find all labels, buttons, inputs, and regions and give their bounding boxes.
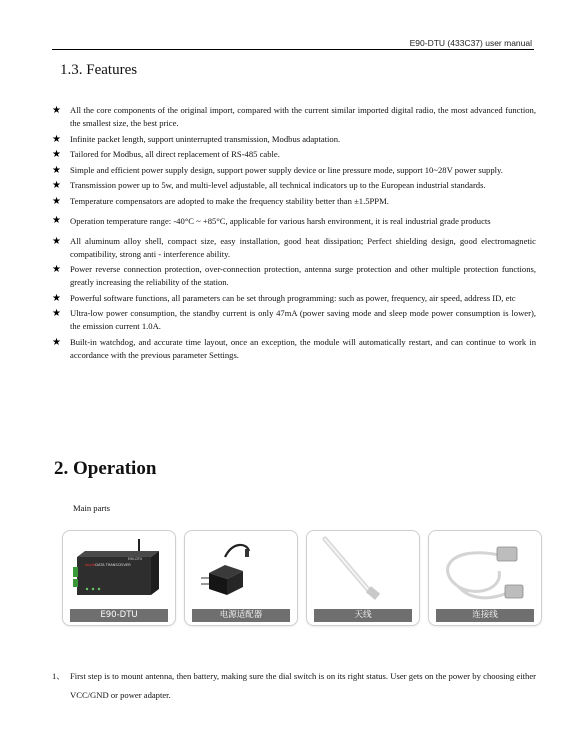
list-item: ★ Power reverse connection protection, over-connection protection, antenna surge protection and other multiple protection functions, greatly increasing the reliability of the station. [52,264,536,287]
list-item: ★ Operation temperature range: -40°C ~ +85°C, applicable for various harsh environment, it is real industrial grade products [52,210,536,232]
star-bullet-icon: ★ [52,215,61,226]
svg-text:ebyte: ebyte [84,563,96,567]
section-title: 1.3. Features [60,62,138,78]
star-bullet-icon: ★ [52,235,61,247]
star-bullet-icon: ★ [52,180,61,191]
list-item: ★ Temperature compensators are adopted to make the frequency stability better than ±1.5PPM. [52,195,389,207]
star-bullet-icon: ★ [52,336,61,348]
star-bullet-icon: ★ [52,133,61,145]
step-item [52,667,536,705]
step-text: First step is to mount antenna, then battery, making sure the dial switch is on its right status. User gets on the power by choosing either VCC/GND or power adapter. [70,671,536,700]
svg-text:DATA TRANSCEIVER: DATA TRANSCEIVER [95,563,131,567]
list-item: ★ Infinite packet length, support uninterrupted transmission, Modbus adaptation. [52,133,341,145]
antenna-icon [307,531,419,609]
list-item: ★ Tailored for Modbus, all direct replacement of RS-485 cable. [52,149,280,160]
power-adapter-icon [185,531,297,609]
part-card-cable [428,530,542,626]
star-bullet-icon: ★ [52,195,61,207]
features-list [52,104,536,364]
star-bullet-icon: ★ [52,164,61,176]
part-caption: 连接线 [436,609,534,622]
page-header: E90-DTU (433C37) user manual [409,38,532,48]
part-card-adapter [184,530,298,626]
step-number: 1、 [52,671,65,681]
part-caption: 天线 [314,609,412,622]
list-item: ★ Ultra-low power consumption, the standby current is only 47mA (power saving mode and sleep mode power consumption is lower), the emission current 1.0A. [52,308,536,331]
list-item: ★ Built-in watchdog, and accurate time layout, once an exception, the module will automatically restart, and can continue to work in accordance with the previous parameter Settings. [52,336,536,360]
part-caption: E90-DTU [70,609,168,622]
list-item: ★ All the core components of the original import, compared with the current similar imported digital radio, the most advanced function, the smallest size, the best price. [52,105,536,128]
list-item: ★ All aluminum alloy shell, compact size, easy installation, good heat dissipation; Perfect shielding design, good electromagnetic compatibility, strong anti - interference ability. [52,235,536,259]
star-bullet-icon: ★ [52,149,61,160]
header-rule [52,49,534,50]
list-item: ★ Simple and efficient power supply design, support power supply device or line pressure mode, support 10~28V power supply. [52,164,503,176]
star-bullet-icon: ★ [52,105,61,116]
dtu-device-icon [63,531,175,609]
serial-cable-icon [429,531,541,609]
part-caption: 电源适配器 [192,609,290,622]
part-card-antenna [306,530,420,626]
part-card-dtu [62,530,176,626]
star-bullet-icon: ★ [52,308,61,319]
main-parts-label: Main parts [73,503,110,513]
operation-title: 2. Operation [54,458,157,479]
svg-text:E90-DTU: E90-DTU [128,557,142,561]
star-bullet-icon: ★ [52,292,61,304]
star-bullet-icon: ★ [52,264,61,275]
list-item: ★ Transmission power up to 5w, and multi-level adjustable, all technical indicators up to the European industrial standards. [52,180,486,191]
list-item: ★ Powerful software functions, all parameters can be set through programming: such as power, frequency, air speed, address ID, etc [52,292,516,304]
